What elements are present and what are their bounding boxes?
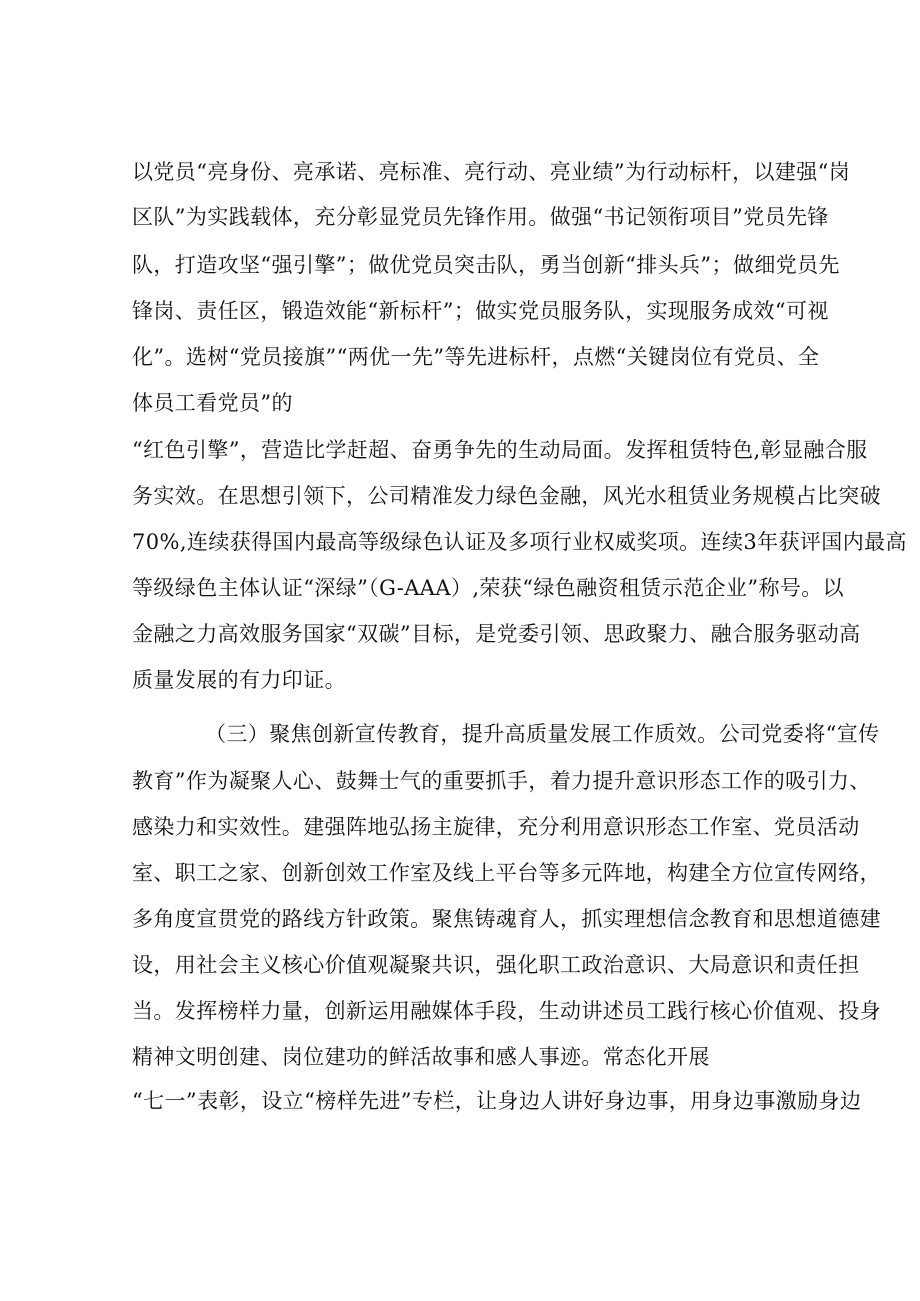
text-line: 务实效。在思想引领下，公司精准发力绿色金融，风光水租赁业务规模占比突破	[132, 484, 881, 508]
text-line: 设，用社会主义核心价值观凝聚共识，强化职工政治意识、大局意识和责任担	[132, 953, 860, 977]
text-line: 锋岗、责任区，锻造效能“新标杆”；做实党员服务队，实现服务成效“可视	[132, 299, 829, 323]
text-line: 质量发展的有力印证。	[132, 668, 346, 692]
text-line: 当。发挥榜样力量，创新运用融媒体手段，生动讲述员工践行核心价值观、投身	[132, 999, 881, 1023]
section-heading-line: （三）聚焦创新宣传教育，提升高质量发展工作质效。公司党委将“宣传	[205, 722, 880, 746]
text-line: 金融之力高效服务国家“双碳”目标，是党委引领、思政聚力、融合服务驱动高	[132, 622, 861, 646]
text-line: 感染力和实效性。建强阵地弘扬主旋律，充分利用意识形态工作室、党员活动	[132, 815, 860, 839]
text-line: 以党员“亮身份、亮承诺、亮标准、亮行动、亮业绩”为行动标杆，以建强“岗	[132, 160, 851, 184]
text-line: 多角度宣贯党的路线方针政策。聚焦铸魂育人，抓实理想信念教育和思想道德建	[132, 907, 881, 931]
text-line: 70%,连续获得国内最高等级绿色认证及多项行业权威奖项。连续3年获评国内最高	[132, 530, 907, 554]
text-line: 体员工看党员”的	[132, 391, 293, 415]
text-line: 区队”为实践载体，充分彰显党员先锋作用。做强“书记领衔项目”党员先锋	[132, 205, 829, 229]
text-line: 精神文明创建、岗位建功的鲜活故事和感人事迹。常态化开展	[132, 1045, 710, 1069]
text-line: 教育”作为凝聚人心、鼓舞士气的重要抓手，着力提升意识形态工作的吸引力、	[132, 769, 871, 793]
text-line: 队，打造攻坚“强引擎”；做优党员突击队，勇当创新“排头兵”；做细党员先	[132, 253, 840, 277]
text-line: “七一”表彰，设立“榜样先进”专栏，让身边人讲好身边事，用身边事激励身边	[132, 1089, 862, 1113]
text-line: 化”。选树“党员接旗”“两优一先”等先进标杆，点燃“关键岗位有党员、全	[132, 345, 820, 369]
text-line: 室、职工之家、创新创效工作室及线上平台等多元阵地，构建全方位宣传网络，	[132, 861, 881, 885]
text-line: 等级绿色主体认证“深绿”（G-AAA）,荣获“绿色融资租赁示范企业”称号。以	[132, 576, 845, 600]
text-line: “红色引擎”，营造比学赶超、奋勇争先的生动局面。发挥租赁特色,彰显融合服	[132, 438, 868, 462]
